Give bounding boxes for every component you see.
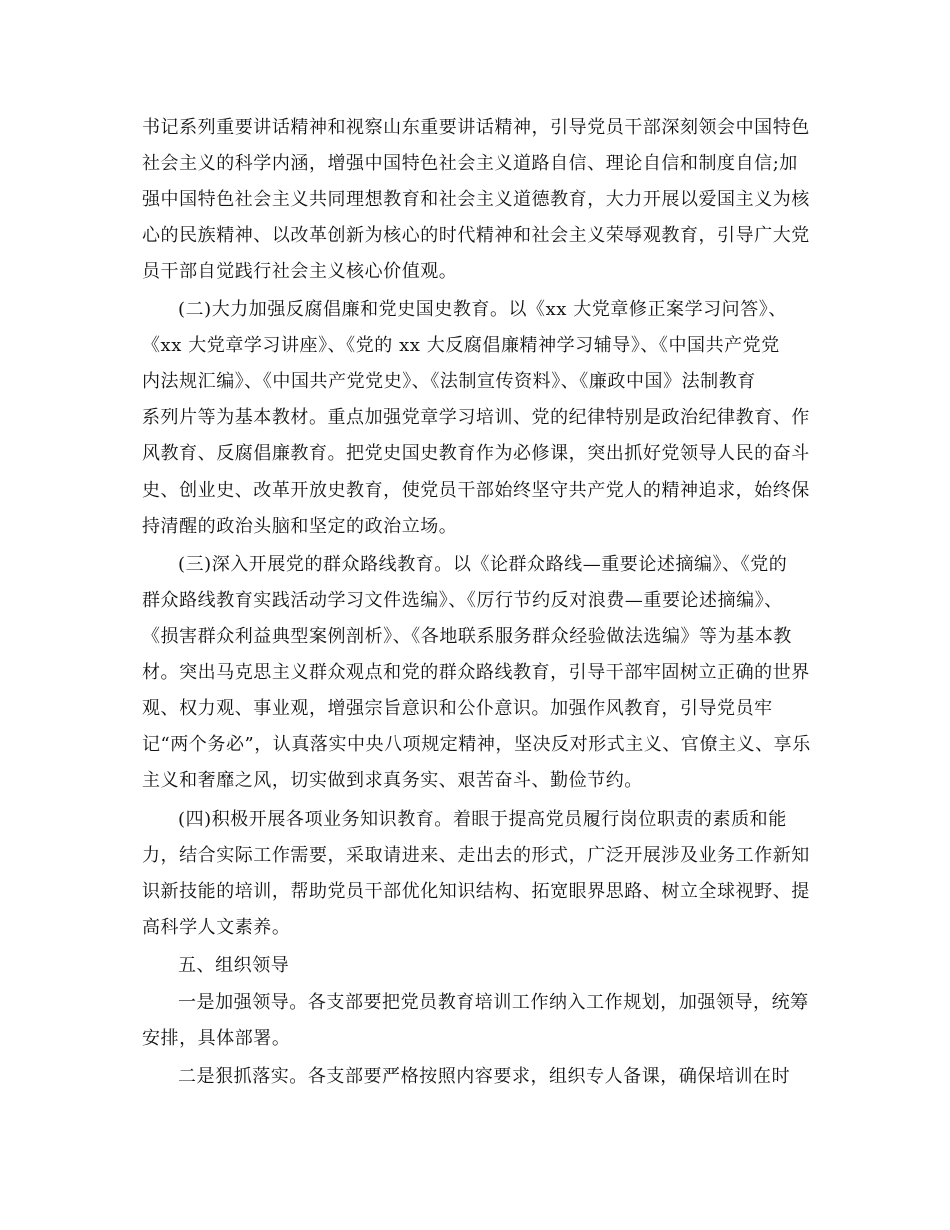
- section-heading: 五、组织领导: [178, 955, 290, 976]
- paragraph-first-line: (三)深入开展党的群众路线教育。以《论群众路线—重要论述摘编》、《党的: [178, 554, 788, 575]
- text-line: 心的民族精神、以改革创新为核心的时代精神和社会主义荣辱观教育，引导广大党: [142, 225, 810, 246]
- text-line: 群众路线教育实践活动学习文件选编》、《厉行节约反对浪费—重要论述摘编》、: [142, 590, 783, 611]
- text-line: 安排，具体部署。: [142, 1028, 291, 1049]
- paragraph-first-line: (四)积极开展各项业务知识教育。着眼于提高党员履行岗位职责的素质和能: [178, 809, 787, 830]
- paragraph-first-line: 二是狠抓落实。各支部要严格按照内容要求，组织专人备课，确保培训在时: [178, 1066, 791, 1087]
- text-line: 系列片等为基本教材。重点加强党章学习培训、党的纪律特别是政治纪律教育、作: [142, 407, 810, 428]
- text-line: 主义和奢靡之风，切实做到求真务实、艰苦奋斗、勤俭节约。: [142, 770, 643, 791]
- text-line: 识新技能的培训，帮助党员干部优化知识结构、拓宽眼界思路、树立全球视野、提: [142, 881, 810, 902]
- text-line: 书记系列重要讲话精神和视察山东重要讲话精神，引导党员干部深刻领会中国特色: [142, 117, 810, 138]
- text-line: 高科学人文素养。: [142, 917, 291, 938]
- text-line: 社会主义的科学内涵，增强中国特色社会主义道路自信、理论自信和制度自信;加: [142, 153, 798, 174]
- text-line: 《xx 大党章学习讲座》、《党的 xx 大反腐倡廉精神学习辅导》、《中国共产党党: [142, 335, 780, 356]
- text-line: 员干部自觉践行社会主义核心价值观。: [142, 261, 458, 282]
- text-line: 材。突出马克思主义群众观点和党的群众路线教育，引导干部牢固树立正确的世界: [142, 662, 810, 683]
- text-line: 力，结合实际工作需要，采取请进来、走出去的形式，广泛开展涉及业务工作新知: [142, 845, 810, 866]
- text-line: 史、创业史、改革开放史教育，使党员干部始终坚守共产党人的精神追求，始终保: [142, 480, 810, 501]
- text-line: 持清醒的政治头脑和坚定的政治立场。: [142, 516, 458, 537]
- paragraph-first-line: 一是加强领导。各支部要把党员教育培训工作纳入工作规划，加强领导，统筹: [178, 992, 809, 1013]
- paragraph-first-line: (二)大力加强反腐倡廉和党史国史教育。以《xx 大党章修正案学习问答》、: [178, 299, 787, 320]
- text-line: 强中国特色社会主义共同理想教育和社会主义道德教育，大力开展以爱国主义为核: [142, 189, 810, 210]
- text-line: 《损害群众利益典型案例剖析》、《各地联系服务群众经验做法选编》等为基本教: [142, 626, 792, 647]
- text-line: 风教育、反腐倡廉教育。把党史国史教育作为必修课，突出抓好党领导人民的奋斗: [142, 443, 810, 464]
- text-line: 内法规汇编》、《中国共产党党史》、《法制宣传资料》、《廉政中国》法制教育: [142, 371, 756, 392]
- text-line: 记“两个务必”，认真落实中央八项规定精神，坚决反对形式主义、官僚主义、享乐: [142, 734, 811, 755]
- text-line: 观、权力观、事业观，增强宗旨意识和公仆意识。加强作风教育，引导党员牢: [142, 698, 773, 719]
